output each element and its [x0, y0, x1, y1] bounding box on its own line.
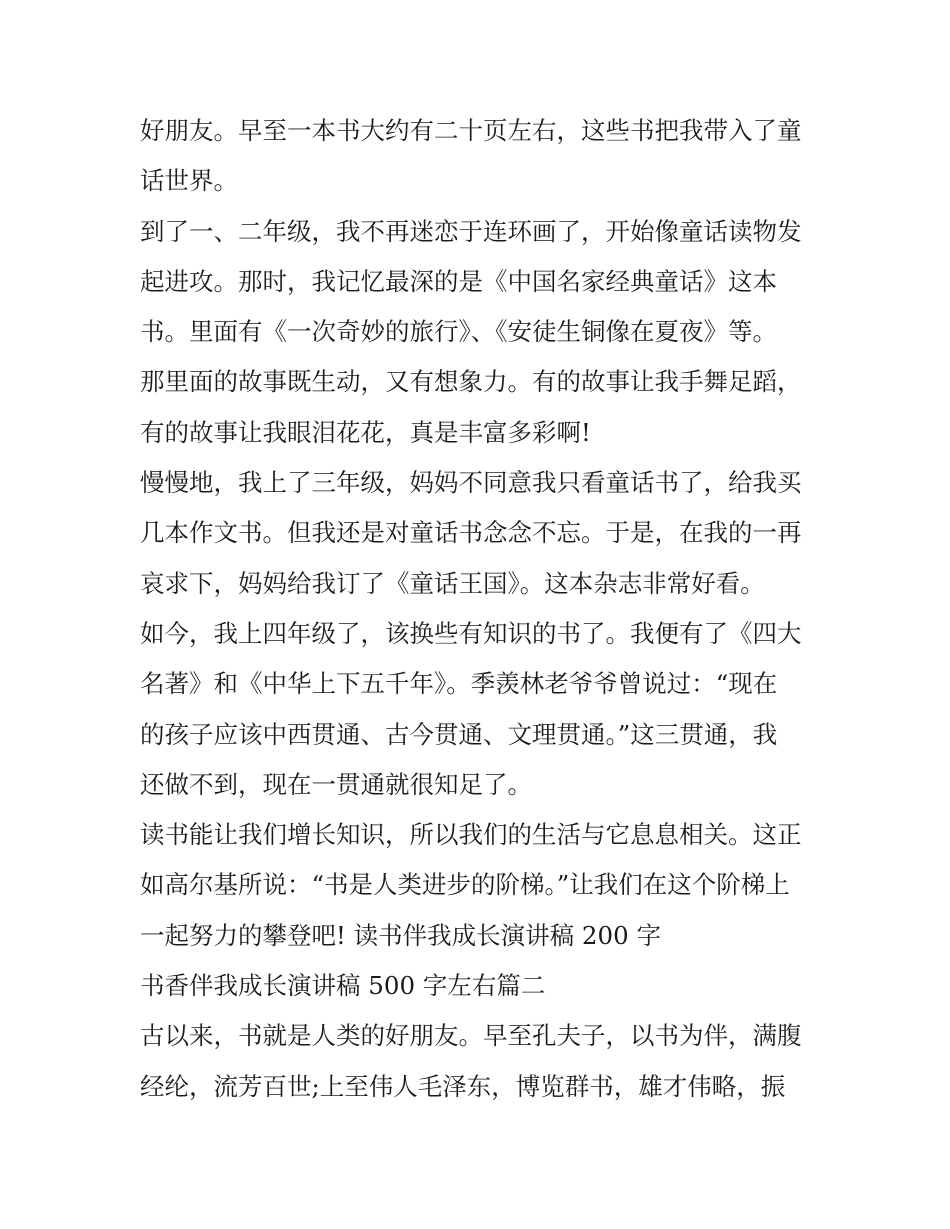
section-heading: 书香伴我成长演讲稿 500 字左右篇二	[140, 971, 546, 1001]
text-line: 经纶，流芳百世;上至伟人毛泽东，博览群书，雄才伟略，振	[140, 1071, 786, 1101]
text-line: 起进攻。那时，我记忆最深的是《中国名家经典童话》这本	[140, 266, 777, 296]
document-body	[140, 106, 820, 1112]
text-line: 古以来，书就是人类的好朋友。早至孔夫子，以书为伴，满腹	[140, 1021, 802, 1051]
text-line: 几本作文书。但我还是对童话书念念不忘。于是，在我的一再	[140, 518, 802, 548]
text-line: 如高尔基所说：“书是人类进步的阶梯。”让我们在这个阶梯上	[140, 870, 790, 900]
text-line: 如今，我上四年级了，该换些有知识的书了。我便有了《四大	[140, 618, 802, 648]
text-line: 还做不到，现在一贯通就很知足了。	[140, 769, 532, 799]
text-line: 到了一、二年级，我不再迷恋于连环画了，开始像童话读物发	[140, 216, 802, 246]
text-line: 的孩子应该中西贯通、古今贯通、文理贯通。”这三贯通，我	[140, 719, 778, 749]
text-line: 慢慢地，我上了三年级，妈妈不同意我只看童话书了，给我买	[140, 468, 802, 498]
text-line: 读书能让我们增长知识，所以我们的生活与它息息相关。这正	[140, 820, 802, 850]
text-line: 有的故事让我眼泪花花，真是丰富多彩啊!	[140, 417, 591, 447]
text-line: 哀求下，妈妈给我订了《童话王国》。这本杂志非常好看。	[140, 568, 765, 598]
text-line: 一起努力的攀登吧! 读书伴我成长演讲稿 200 字	[140, 920, 661, 950]
text-line: 好朋友。早至一本书大约有二十页左右，这些书把我带入了童	[140, 116, 802, 145]
text-line: 名著》和《中华上下五千年》。季羡林老爷爷曾说过：“现在	[140, 669, 778, 699]
text-line: 那里面的故事既生动，又有想象力。有的故事让我手舞足蹈，	[140, 367, 802, 397]
text-line: 话世界。	[140, 166, 238, 196]
text-line: 书。里面有《一次奇妙的旅行》、《安徒生铜像在夏夜》等。	[140, 317, 777, 347]
